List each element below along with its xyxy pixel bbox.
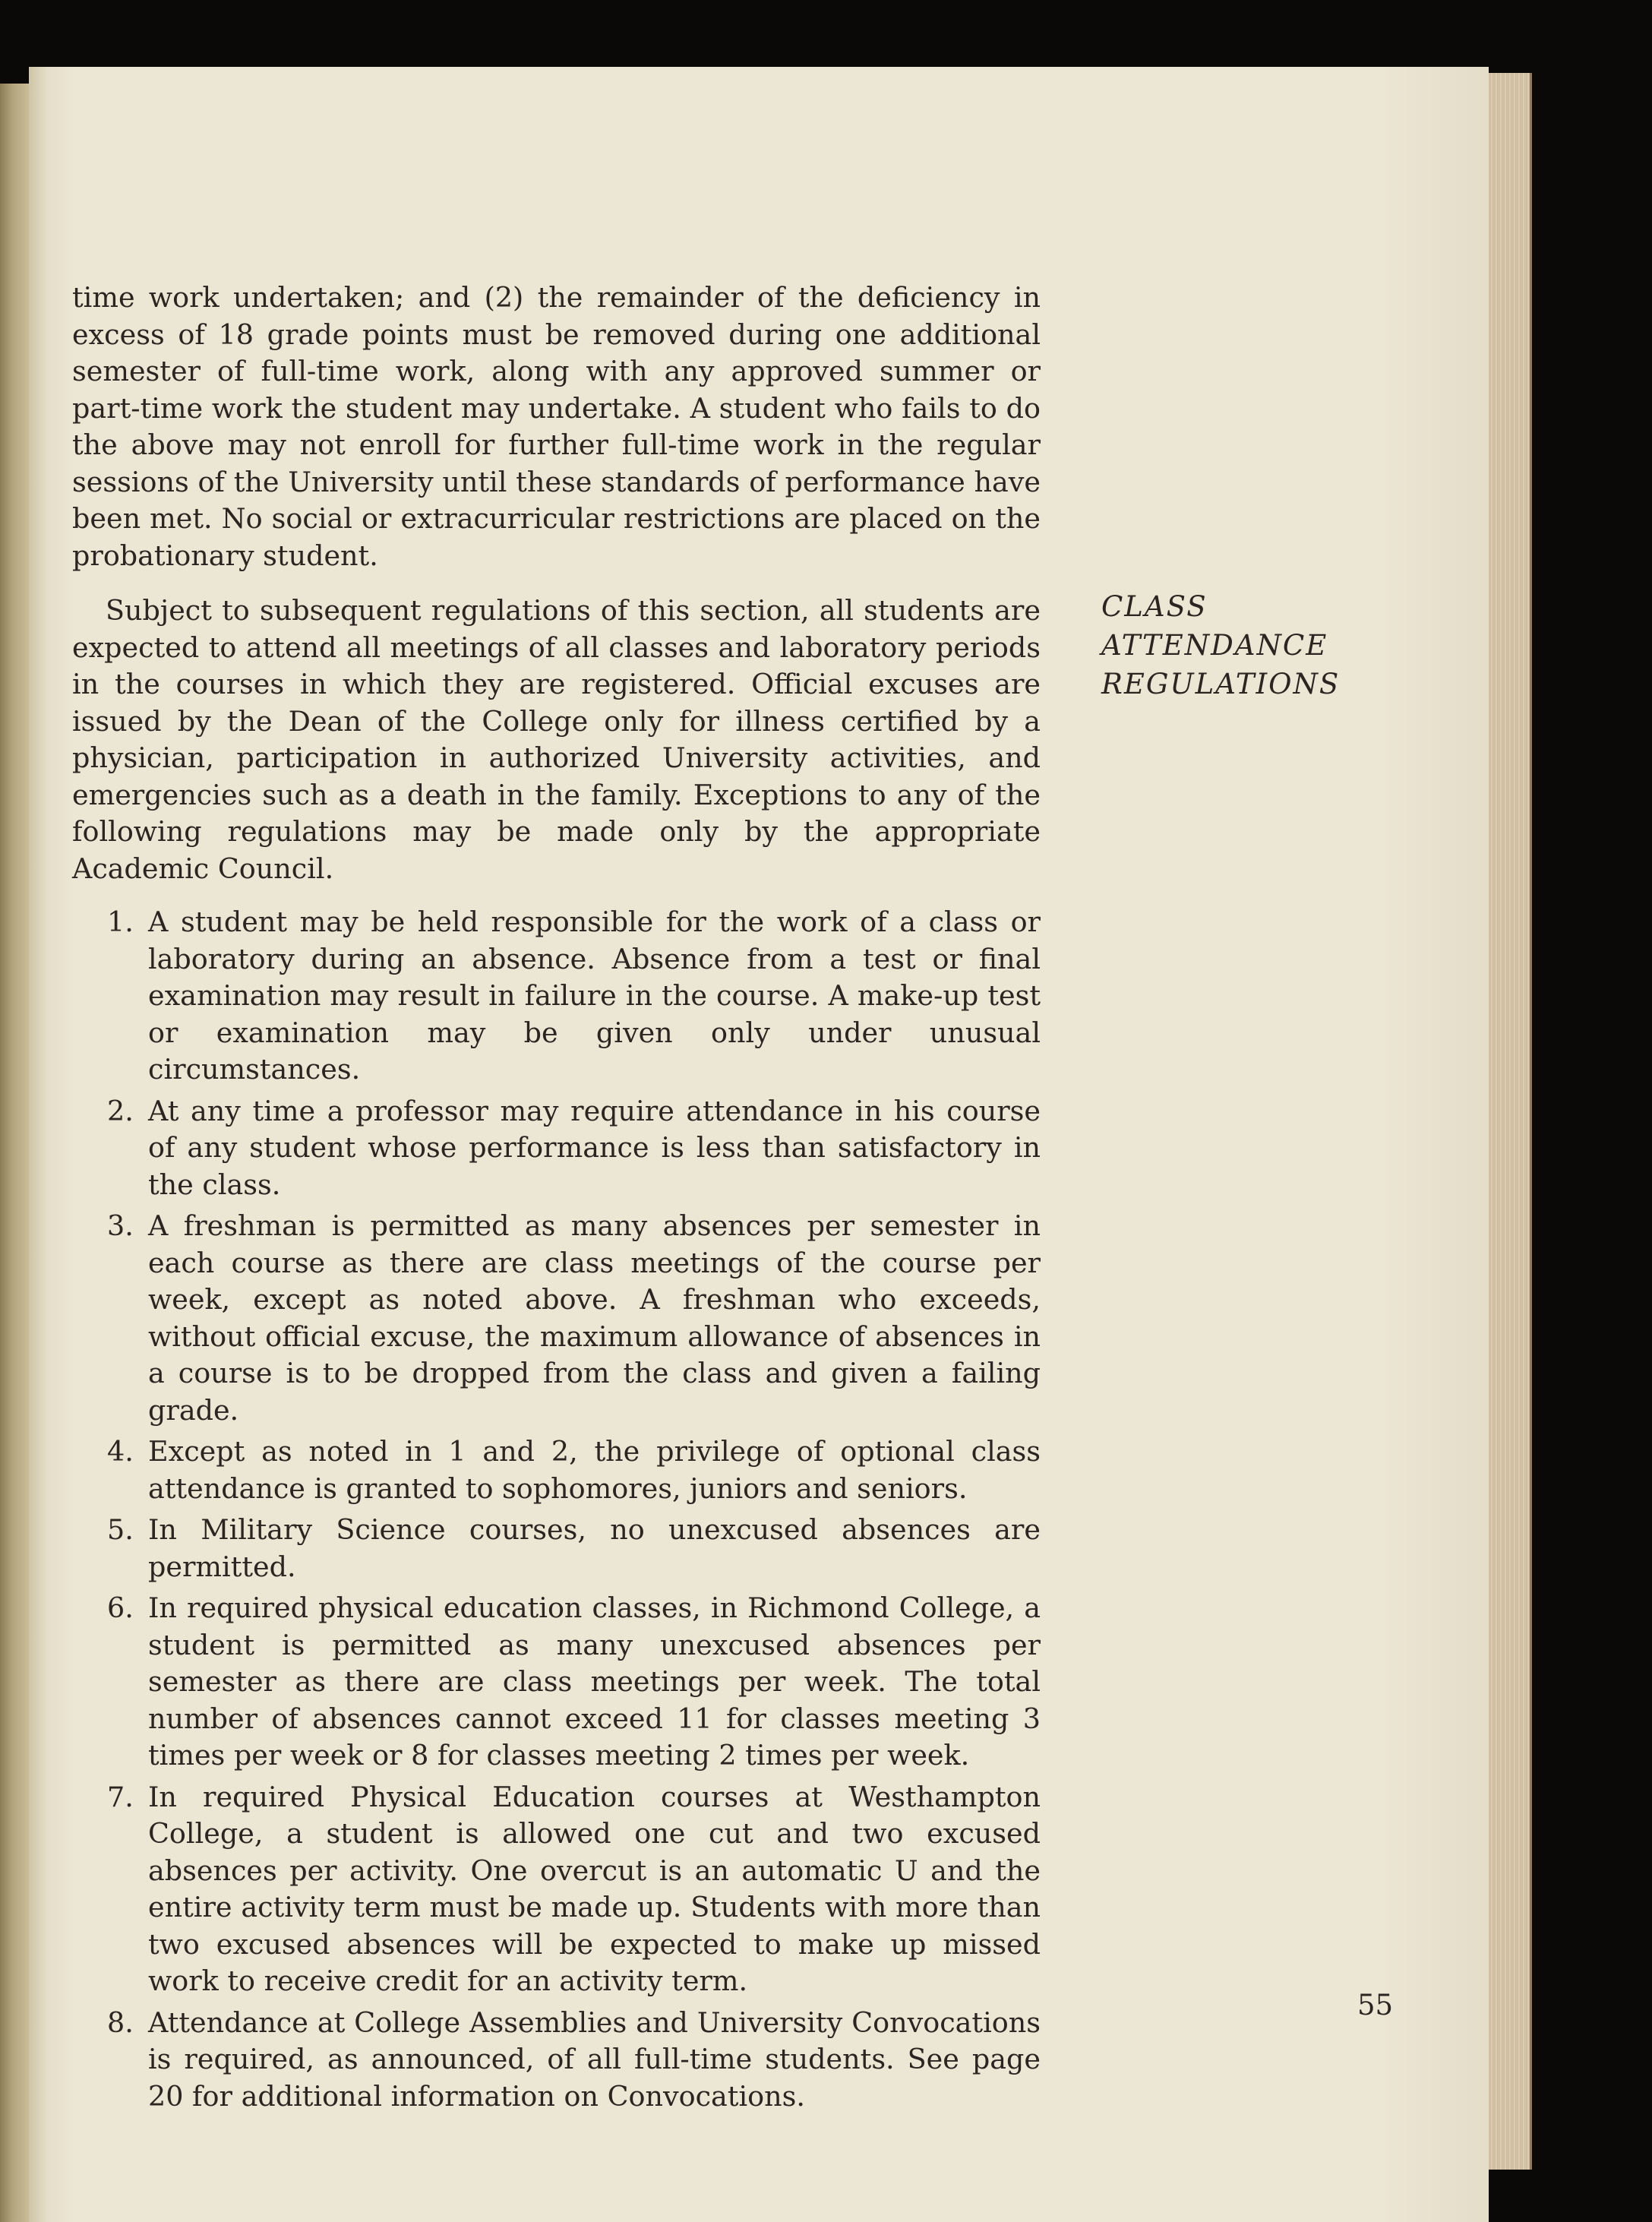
list-item-number: 4.: [107, 1435, 134, 1468]
attendance-paragraph: Subject to subsequent regulations of this section, all students are expected to attend all meetings of all classes and laboratory periods in the courses in which they are registered. Official excuses are issued by the Dean of the College only for illness certified by a physician, participation in authorized University activities, and emergencies such as a death in the family. Exceptions to any of the following regulations may be made only by the appropriate Academic Council.: [72, 594, 1041, 885]
section-heading-line-2: ATTENDANCE: [1101, 629, 1328, 662]
list-item-text: In Military Science courses, no unexcused absences are permitted.: [148, 1513, 1041, 1583]
list-item-text: A freshman is permitted as many absences per semester in each course as there are class meetings of the course per week, except as noted above. A freshman who exceeds, without official excuse, the maximum allowance of absences in a course is to be dropped from the class and given a failing grade.: [148, 1209, 1041, 1427]
list-item: [72, 1590, 1041, 1775]
attendance-section: [72, 593, 1041, 2119]
list-item: [72, 1433, 1041, 1507]
list-item-text: A student may be held responsible for the work of a class or laboratory during an absence. Absence from a test or final examination may result in failure in the course. A make-up test or examination may be given only under unusual circumstances.: [148, 906, 1041, 1086]
list-item-number: 8.: [107, 2005, 134, 2039]
regulations-list: [72, 904, 1041, 2115]
list-item-text: Except as noted in 1 and 2, the privilege of optional class attendance is granted to sophomores, juniors and seniors.: [148, 1435, 1041, 1505]
list-item-text: Attendance at College Assemblies and University Convocations is required, as announced, of all full-time students. See page 20 for additional information on Convocations.: [148, 2005, 1041, 2113]
list-item: [72, 2005, 1041, 2116]
list-item-number: 6.: [107, 1591, 134, 1624]
list-item: [72, 1512, 1041, 1585]
section-heading-line-3: REGULATIONS: [1101, 668, 1341, 700]
intro-paragraph: time work undertaken; and (2) the remainder of the deficiency in excess of 18 grade points must be removed during one additional semester of full-time work, along with any approved summer or part-time work the student may undertake. A student who fails to do the above may not enroll for further full-time work in the regular sessions of the University until these standards of performance have been met. No social or extracurricular restrictions are placed on the probationary student.: [72, 281, 1041, 572]
list-item-number: 1.: [107, 906, 134, 938]
list-item-text: In required Physical Education courses at Westhampton College, a student is allowed one cut and two excused absences per activity. One overcut is an automatic U and the entire activity term must be made up. Students with more than two excused absences will be expected to make up missed work to receive credit for an activity term.: [148, 1780, 1041, 1997]
page-stack-edge: [1489, 73, 1532, 2170]
page-number: 55: [1357, 1989, 1394, 2021]
list-item-number: 3.: [107, 1209, 134, 1242]
intro-section: [72, 280, 1041, 574]
facing-page-edge: [0, 84, 29, 2222]
list-item: [72, 1208, 1041, 1429]
list-item-text: At any time a professor may require attendance in his course of any student whose performance is less than satisfactory in the class.: [148, 1094, 1041, 1201]
list-item: [72, 904, 1041, 1089]
list-item-text: In required physical education classes, in Richmond College, a student is permitted as many unexcused absences per semester as there are class meetings per week. The total number of absences cannot exceed 11 for classes meeting 3 times per week or 8 for classes meeting 2 times per week.: [148, 1591, 1041, 1772]
section-heading: [1101, 587, 1340, 703]
list-item: [72, 1779, 1041, 2000]
list-item-number: 7.: [107, 1780, 134, 1813]
list-item-number: 2.: [107, 1094, 134, 1127]
list-item: [72, 1093, 1041, 1204]
list-item-number: 5.: [107, 1513, 134, 1546]
section-heading-line-1: CLASS: [1101, 590, 1208, 623]
